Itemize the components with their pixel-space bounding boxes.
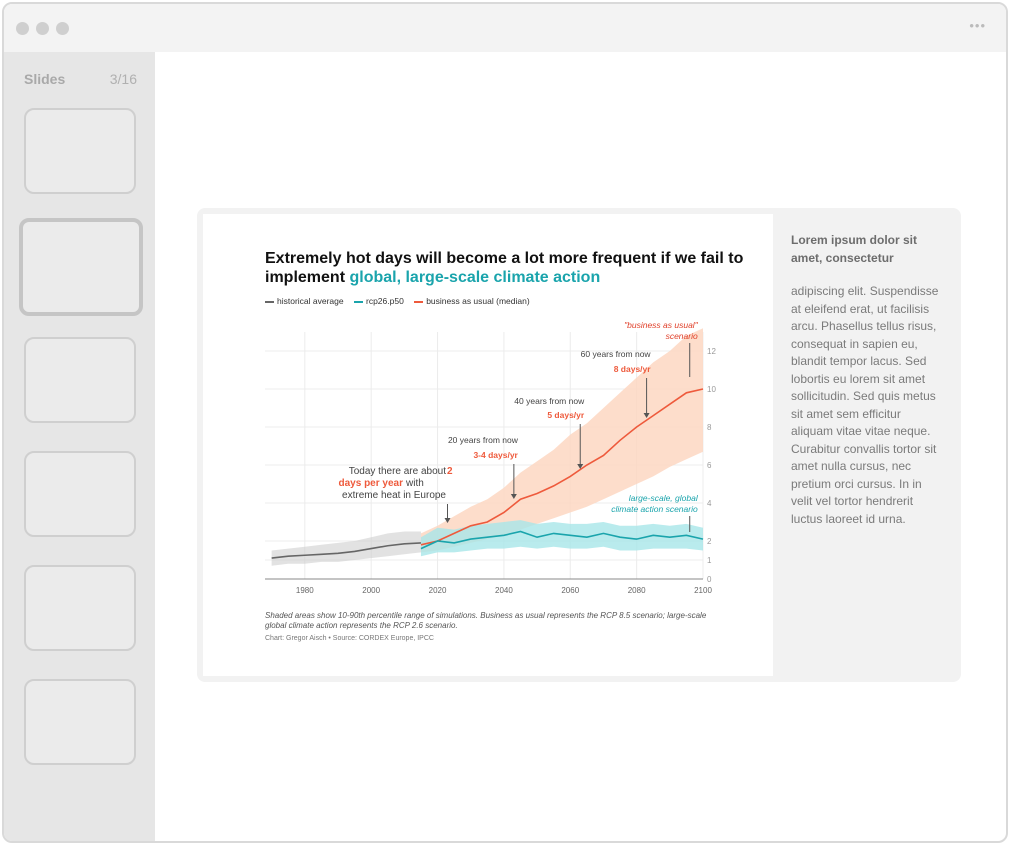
chart-title-text: Extremely hot days will become a lot more frequent if we fail to implement xyxy=(265,250,744,286)
x-tick-label: 2100 xyxy=(694,586,712,595)
legend-label: historical average xyxy=(277,296,344,306)
annotation-today-line1: Today there are about xyxy=(348,466,446,477)
slide-thumbnail[interactable] xyxy=(24,679,136,765)
annotation-today-unit: days per year xyxy=(338,478,403,489)
slide-editor-area xyxy=(197,208,961,682)
notes-body: adipiscing elit. Suspendisse at eleifend erat, ut facilisis arcu. Phasellus tellus risus, consequat in sapien eu, blandit tempor lacus. Sed lobortis eu lorem sit amet sollicitudin. Sed quis metus sit amet sem efficitur aliquam vitae vitae neque. Curabitur convallis tortor sit amet nulla cursus, nec pretium orci cursus. In in velit vel tortor hendrerit luctus laoreet id urna. xyxy=(791,284,939,526)
annotation-rcp-line2: climate action scenario xyxy=(611,504,698,514)
annotation-today-value: 2 xyxy=(447,466,453,477)
speaker-notes[interactable] xyxy=(791,232,941,528)
annotation-time-label: 40 years from now xyxy=(514,396,585,406)
annotation-bau-line2: scenario xyxy=(665,331,698,341)
slide-thumbnail[interactable] xyxy=(24,565,136,651)
notes-title: Lorem ipsum dolor sit amet, consectetur xyxy=(791,233,918,265)
y-tick-label: 10 xyxy=(707,385,716,394)
chart-caption: Shaded areas show 10-90th percentile range of simulations. Business as usual represents the RCP 8.5 scenario; large-scale global climate action represents the RCP 2.6 scenario. xyxy=(265,611,707,630)
y-tick-label: 0 xyxy=(707,575,712,584)
annotation-bau-line1: "business as usual" xyxy=(624,320,698,330)
annotation-time-value: 5 days/yr xyxy=(547,410,585,420)
x-tick-label: 2060 xyxy=(561,586,580,595)
y-tick-label: 8 xyxy=(707,423,712,432)
more-options-icon[interactable]: ••• xyxy=(969,18,986,33)
legend-label: rcp26.p50 xyxy=(366,296,404,306)
annotation-today-with: with xyxy=(406,478,424,489)
legend-label: business as usual (median) xyxy=(426,296,530,306)
x-tick-label: 2000 xyxy=(362,586,381,595)
slide-thumbnail[interactable] xyxy=(24,451,136,537)
y-tick-label: 6 xyxy=(707,461,712,470)
x-tick-label: 2020 xyxy=(428,586,447,595)
annotation-today-line3: extreme heat in Europe xyxy=(342,490,446,501)
chart-credit: Chart: Gregor Aisch • Source: CORDEX Europe, IPCC xyxy=(265,635,434,642)
slide-thumbnail[interactable] xyxy=(24,108,136,194)
annotation-rcp-line1: large-scale, global xyxy=(628,493,698,503)
annotation-time-value: 8 days/yr xyxy=(613,364,651,374)
annotation-time-label: 20 years from now xyxy=(447,435,518,445)
title-bar xyxy=(4,4,1006,52)
slide-canvas[interactable] xyxy=(203,214,773,676)
x-tick-label: 2080 xyxy=(627,586,646,595)
y-tick-label: 12 xyxy=(707,347,716,356)
slide-thumbnail[interactable] xyxy=(24,337,136,423)
window-maximize-icon[interactable] xyxy=(56,22,69,35)
y-tick-label: 2 xyxy=(707,537,712,546)
x-tick-label: 2040 xyxy=(495,586,513,595)
window-minimize-icon[interactable] xyxy=(36,22,49,35)
annotation-time-label: 60 years from now xyxy=(580,349,651,359)
slides-sidebar xyxy=(4,52,155,841)
annotation-time-value: 3-4 days/yr xyxy=(473,450,518,460)
slide-counter: 3/16 xyxy=(109,71,137,87)
x-tick-label: 1980 xyxy=(295,586,314,595)
y-tick-label: 4 xyxy=(707,499,712,508)
chart-title-highlight: global, large-scale climate action xyxy=(349,269,601,286)
y-tick-label: 1 xyxy=(707,556,712,565)
window-close-icon[interactable] xyxy=(16,22,29,35)
slide-thumbnail-active[interactable] xyxy=(19,218,143,316)
climate-chart xyxy=(203,214,773,676)
series-band-0 xyxy=(272,532,421,566)
sidebar-title: Slides xyxy=(24,71,66,87)
